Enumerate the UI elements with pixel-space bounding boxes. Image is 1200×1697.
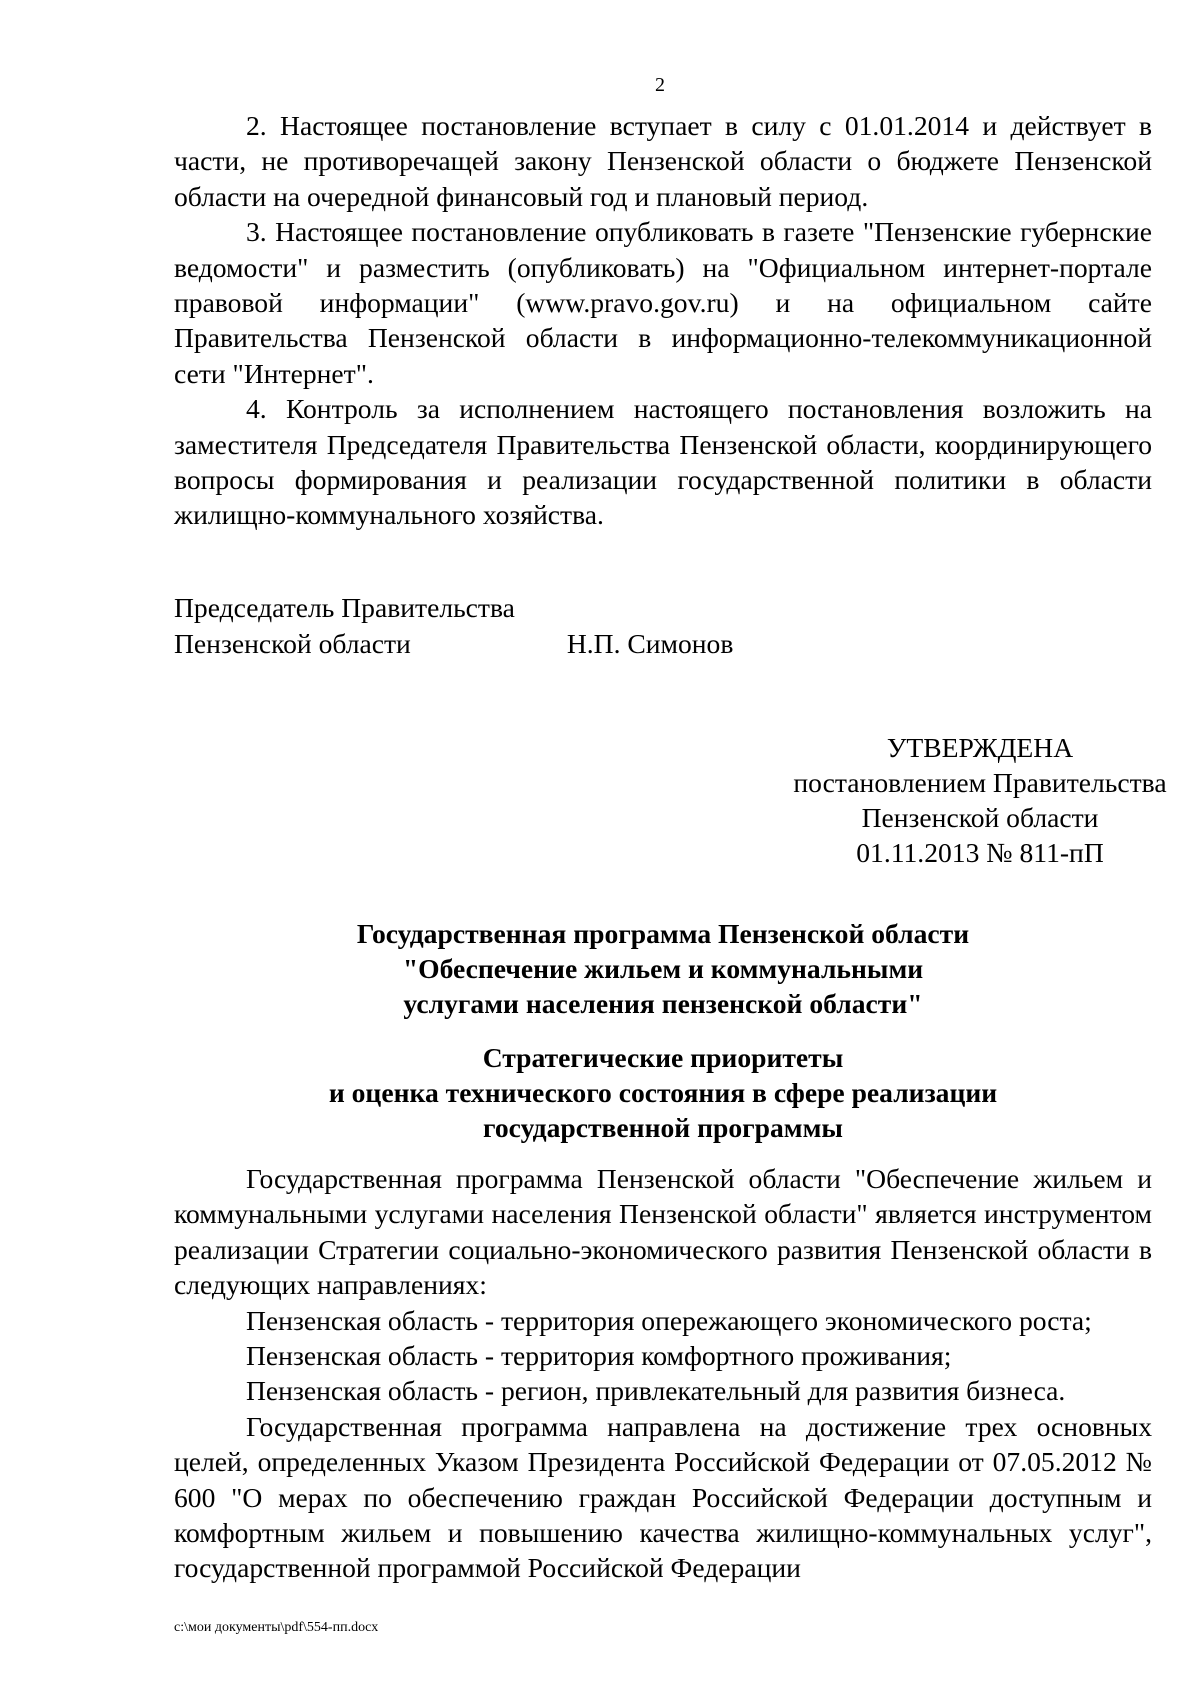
body-list-item: Пензенская область - регион, привлекательный для развития бизнеса. [246, 1375, 1066, 1407]
signatory-position-line1: Председатель Правительства [174, 592, 515, 623]
body-list-item: Пензенская область - территория опережающего экономического роста; [246, 1304, 1092, 1336]
signatory-name: Н.П. Симонов [566, 628, 734, 659]
approved-label: УТВЕРЖДЕНА [886, 732, 1074, 763]
clause-3: 3. Настоящее постановление опубликовать в газете "Пензенские губернские ведомости" и разместить (опубликовать) на "Официальном интернет-портале правовой информации" (www.pravo.gov.ru) и на официальном сайте Правительства Пензенской области в информационно-телекоммуникационной сети "Интернет". [174, 216, 1152, 389]
approved-region: Пензенской области [861, 802, 1099, 833]
approval-stamp-block [700, 730, 1200, 870]
file-path-footer: c:\мои документы\pdf\554-пп.docx [174, 1620, 379, 1635]
body-paragraph: Государственная программа направлена на достижение трех основных целей, определенных Указом Президента Российской Федерации от 07.05.2012 № 600 "О мерах по обеспечению граждан Российской Федерации доступным и комфортным жильем и повышению качества жилищно-коммунальных услуг", государственной программой Российской Федерации [174, 1410, 1152, 1584]
program-body [174, 1161, 1152, 1586]
body-paragraph: Государственная программа Пензенской области "Обеспечение жильем и коммунальными услугами населения Пензенской области" является инструментом реализации Стратегии социально-экономического развития Пензенской области в следующих направлениях: [174, 1163, 1152, 1301]
clause-2: 2. Настоящее постановление вступает в силу с 01.01.2014 и действует в части, не противоречащей закону Пензенской области о бюджете Пензенской области на очередной финансовый год и плановый период. [174, 110, 1152, 212]
clause-4: 4. Контроль за исполнением настоящего постановления возложить на заместителя Председателя Правительства Пензенской области, координирующего вопросы формирования и реализации государственной политики в области жилищно-коммунального хозяйства. [174, 393, 1152, 531]
signatory-position-line2: Пензенской области [174, 628, 411, 659]
signature-block [174, 590, 733, 662]
resolution-clauses [174, 108, 1152, 533]
program-title: Государственная программа Пензенской области "Обеспечение жильем и коммунальными услугами населения пензенской области" [356, 918, 970, 1019]
section-title: Стратегические приоритеты и оценка технического состояния в сфере реализации государственной программы [328, 1042, 998, 1143]
page-number: 2 [655, 74, 665, 96]
approved-by: постановлением Правительства [793, 767, 1167, 798]
approved-date-number: 01.11.2013 № 811-пП [856, 837, 1104, 868]
body-list-item: Пензенская область - территория комфортного проживания; [246, 1340, 952, 1372]
